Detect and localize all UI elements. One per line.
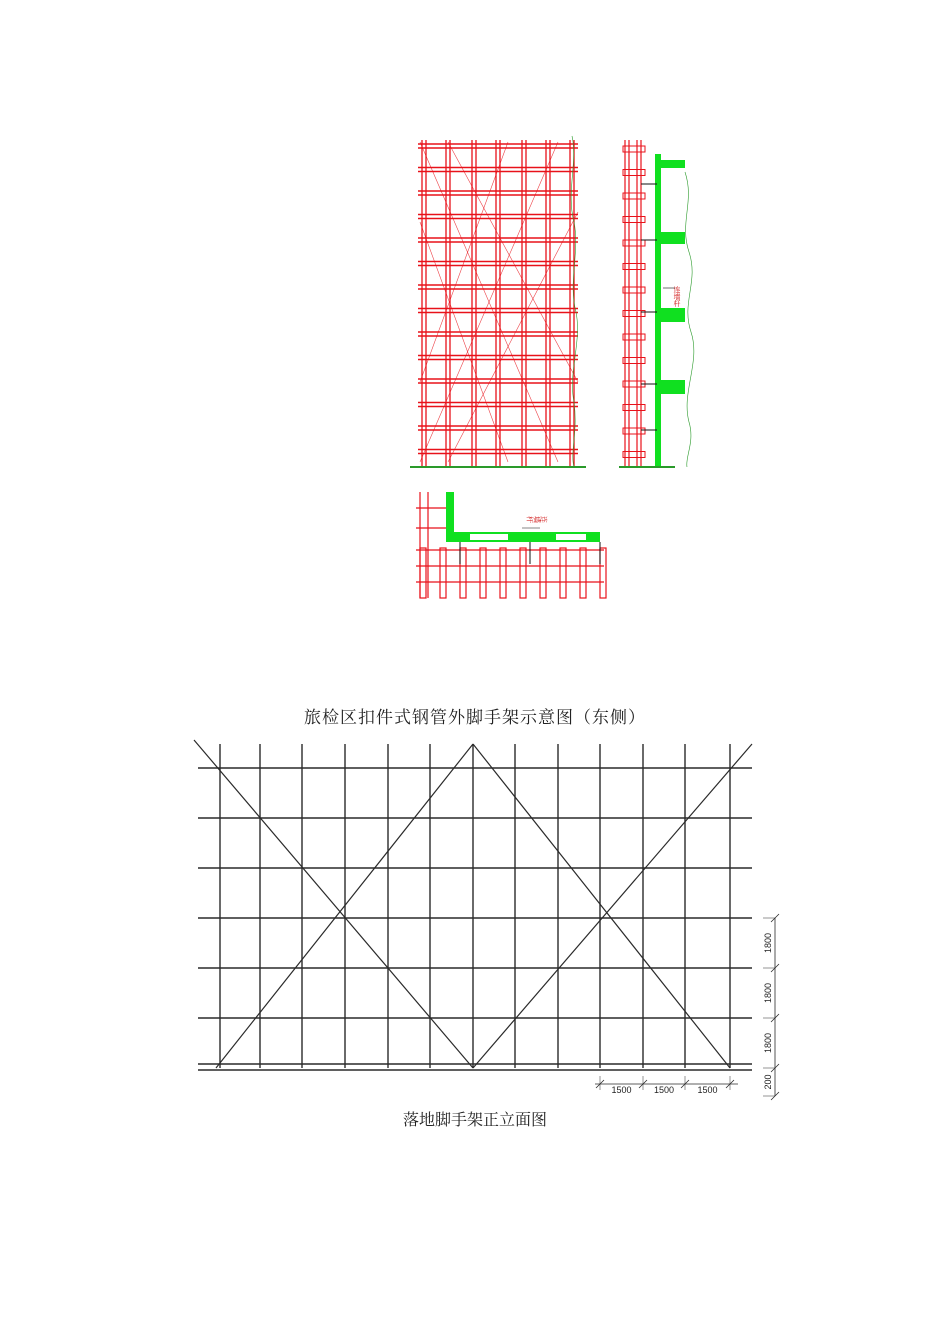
standard-pipe xyxy=(560,548,566,598)
ledger-pipe xyxy=(623,240,645,246)
diagonal-brace xyxy=(194,740,473,1068)
scaffold-front-elevation xyxy=(408,132,588,474)
diagonal-brace xyxy=(473,744,730,1068)
floor-slab xyxy=(655,308,685,322)
break-line xyxy=(685,172,694,467)
wall-tie-label-side: 连墙杆 xyxy=(673,286,681,307)
figure1-caption: 旅检区扣件式钢管外脚手架示意图（东侧） xyxy=(304,708,646,728)
ledger-pipe xyxy=(623,428,645,434)
ledger-pipe xyxy=(623,358,645,364)
floor-slab xyxy=(655,232,685,244)
ledger-pipe xyxy=(623,264,645,270)
standard-pipe xyxy=(420,548,426,598)
dimension-label-horizontal: 1500 xyxy=(653,1085,675,1095)
ledger-pipe xyxy=(623,193,645,199)
dimension-label-vertical: 1800 xyxy=(763,982,773,1004)
ledger-pipe xyxy=(623,170,645,176)
floor-slab xyxy=(655,160,685,168)
standard-pipe xyxy=(580,548,586,598)
figure2-caption: 落地脚手架正立面图 xyxy=(402,1110,547,1129)
standard-pipe xyxy=(540,548,546,598)
ledger-pipe xyxy=(623,217,645,223)
standard-pipe xyxy=(460,548,466,598)
standard-pipe xyxy=(500,548,506,598)
wall-tie-label-plan: 连墙杆 xyxy=(526,515,548,524)
dimension-label-horizontal: 1500 xyxy=(611,1085,632,1095)
dimension-label-vertical: 200 xyxy=(763,1074,773,1090)
scaffold-side-section xyxy=(615,132,705,474)
scaffold-elevation-grid xyxy=(190,740,790,1105)
dimension-label-vertical: 1800 xyxy=(763,1032,773,1054)
ledger-pipe xyxy=(623,146,645,152)
ledger-pipe xyxy=(623,334,645,340)
ledger-pipe xyxy=(623,287,645,293)
ledger-pipe xyxy=(623,405,645,411)
scaffold-plan-view xyxy=(412,488,608,602)
dimension-label-vertical: 1800 xyxy=(763,932,773,954)
ledger-pipe xyxy=(623,452,645,458)
wall-opening xyxy=(470,534,508,540)
standard-pipe xyxy=(520,548,526,598)
standard-pipe xyxy=(480,548,486,598)
wall-opening xyxy=(556,534,586,540)
standard-pipe xyxy=(600,548,606,598)
diagonal-brace xyxy=(448,212,578,462)
dimension-label-horizontal: 1500 xyxy=(697,1085,718,1095)
ledger-pipe xyxy=(623,311,645,317)
standard-pipe xyxy=(440,548,446,598)
floor-slab xyxy=(655,380,685,394)
